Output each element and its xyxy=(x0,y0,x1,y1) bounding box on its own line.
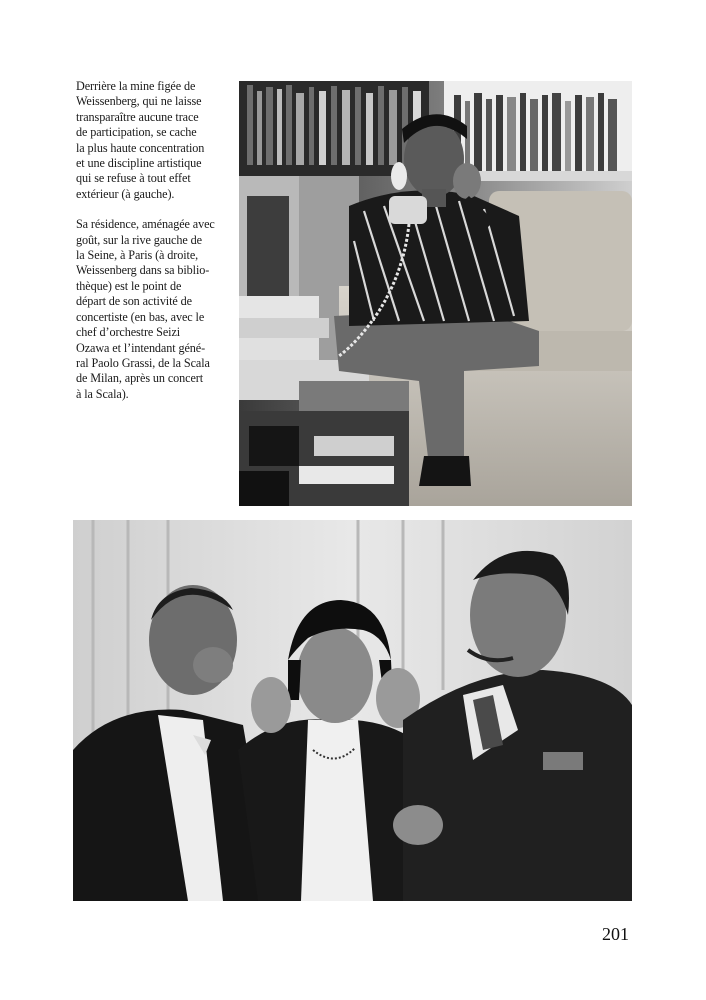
caption-paragraph-2: Sa résidence, aménagée avec goût, sur la rive gauche de la Seine, à Paris (à droite, Weissenberg dans sa biblio- thèque) est le point de départ de son activité de concertiste (en bas, avec le chef d’orchestre Seizi Ozawa et l’intendant géné- ral Paolo Grassi, de la Scala de Milan, après un concert à la Scala). xyxy=(76,217,215,401)
photo-three-men-at-scala xyxy=(73,520,632,901)
caption-block xyxy=(76,79,236,417)
photo-three-men-at-scala-image xyxy=(73,520,632,901)
photo-weissenberg-library-image xyxy=(239,81,632,506)
photo-weissenberg-library xyxy=(239,81,632,506)
page-number: 201 xyxy=(602,924,629,944)
caption-paragraph-1: Derrière la mine figée de Weissenberg, qui ne laisse transparaître aucune trace de participation, se cache la plus haute concentration et une discipline artistique qui se refuse à tout effet extérieur (à gauche). xyxy=(76,79,205,201)
